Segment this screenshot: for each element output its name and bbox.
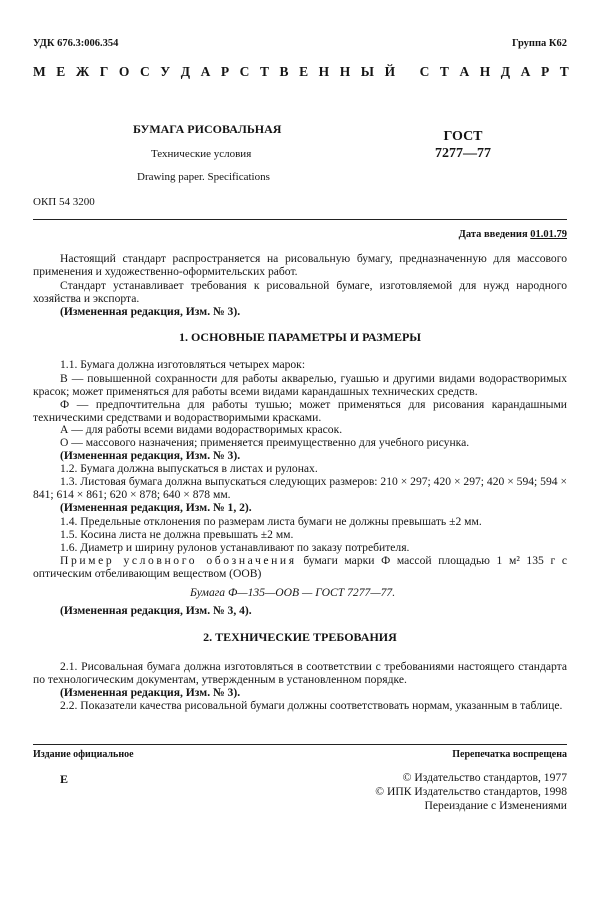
copyright-1998: © ИПК Издательство стандартов, 1998	[375, 785, 567, 798]
banner-letter: У	[160, 64, 171, 79]
banner-letter: Й	[384, 64, 396, 79]
banner-letter: Е	[299, 64, 309, 79]
clause-2-1: 2.1. Рисовальная бумага должна изготовляться в соответствии с требованиями настоящего стандарта по технологическим документам, утвержденным в установленном порядке.	[33, 660, 567, 687]
document-title: БУМАГА РИСОВАЛЬНАЯ	[133, 122, 282, 136]
official-edition-label: Издание официальное	[33, 749, 134, 760]
banner-letter: Д	[180, 64, 191, 79]
banner-letter: Н	[318, 64, 330, 79]
banner-letter: Ж	[75, 64, 90, 79]
effective-date-label: Дата введения	[458, 229, 528, 240]
designation-example-text: бумаги марки Ф массой площадью 1 м² 135 г с оптическим отбеливающим веществом (ООВ)	[33, 554, 567, 581]
clause-2-2: 2.2. Показатели качества рисовальной бумаги должны соответствовать нормам, указанным в таблице.	[60, 699, 563, 712]
designation-example	[33, 554, 567, 580]
banner-letter: Н	[339, 64, 351, 79]
clause-1-5: 1.5. Косина листа не должна превышать ±2 мм.	[60, 528, 294, 541]
banner-letter: А	[520, 64, 531, 79]
banner-letter: Т	[439, 64, 449, 79]
clause-1-6: 1.6. Диаметр и ширину рулонов устанавливают по заказу потребителя.	[60, 541, 410, 554]
clause-1-3-amendment-note: (Измененная редакция, Изм. № 1, 2).	[60, 501, 252, 514]
gost-number: 7277—77	[435, 146, 491, 161]
reissue-note: Переиздание с Изменениями	[424, 799, 567, 812]
clause-1-3: 1.3. Листовая бумага должна выпускаться следующих размеров: 210 × 297; 420 × 297; 420 × 594; 594 × 841; 614 × 861; 620 × 878; 640 × 878 мм.	[33, 475, 567, 502]
mark-f-description: Ф — предпочтительна для работы тушью; может применяться для рисования карандашными техническими средствами и водорастворимыми красками.	[33, 398, 567, 425]
english-title: Drawing paper. Specifications	[137, 171, 270, 183]
effective-date-value: 01.01.79	[530, 229, 567, 240]
title-divider	[33, 219, 567, 220]
udk-code: УДК 676.3:006.354	[33, 38, 119, 49]
designation-example-code: Бумага Ф—135—ООВ — ГОСТ 7277—77.	[190, 586, 396, 599]
banner-space	[406, 64, 409, 80]
mark-o-description: О — массового назначения; применяется преимущественно для учебного рисунка.	[60, 436, 470, 449]
mark-a-description: А — для работы всеми видами водорастворимых красок.	[60, 423, 343, 436]
banner-letter: Д	[500, 64, 511, 79]
banner-letter: Т	[259, 64, 269, 79]
group-code: Группа К62	[511, 38, 567, 49]
designation-example-label: Пример условного обозначения	[60, 554, 297, 567]
standard-type-banner	[33, 64, 569, 80]
effective-date	[459, 229, 567, 240]
intro-paragraph-1: Настоящий стандарт распространяется на рисовальную бумагу, предназначенную для массового применения и художественно-оформительских работ.	[33, 252, 567, 279]
banner-letter: Т	[559, 64, 569, 79]
copyright-1977: © Издательство стандартов, 1977	[402, 771, 567, 784]
banner-letter: А	[459, 64, 470, 79]
intro-amendment-note: (Измененная редакция, Изм. № 3).	[60, 305, 241, 318]
banner-letter: Р	[220, 64, 230, 79]
banner-letter: Н	[479, 64, 491, 79]
okp-code: ОКП 54 3200	[33, 196, 95, 208]
intro-paragraph-2: Стандарт устанавливает требования к рисовальной бумаге, изготовляемой для нужд народного хозяйства и экспорта.	[33, 279, 567, 306]
clause-1-2: 1.2. Бумага должна выпускаться в листах и рулонах.	[60, 462, 318, 475]
banner-letter: С	[139, 64, 150, 79]
designation-amendment-note: (Измененная редакция, Изм. № 3, 4).	[60, 604, 252, 617]
mark-v-description: В — повышенной сохранности для работы акварелью, гуашью и другими видами водорастворимых красок; может применяться для работы всеми видами карандашных технических средств.	[33, 372, 567, 399]
section-1-heading: 1. ОСНОВНЫЕ ПАРАМЕТРЫ И РАЗМЕРЫ	[178, 330, 422, 344]
footer-divider	[33, 744, 567, 745]
clause-1-1: 1.1. Бумага должна изготовляться четырех марок:	[60, 358, 306, 371]
gost-label: ГОСТ	[443, 129, 483, 144]
banner-letter: О	[118, 64, 130, 79]
clause-1-1-amendment-note: (Измененная редакция, Изм. № 3).	[60, 449, 241, 462]
banner-letter: Ы	[360, 64, 375, 79]
edition-letter: Е	[60, 772, 69, 786]
banner-letter: Г	[99, 64, 109, 79]
banner-letter: Е	[56, 64, 66, 79]
reprint-prohibited-label: Перепечатка воспрещена	[452, 749, 567, 760]
section-2-heading: 2. ТЕХНИЧЕСКИЕ ТРЕБОВАНИЯ	[203, 630, 397, 644]
banner-letter: М	[33, 64, 46, 79]
banner-letter: А	[200, 64, 211, 79]
clause-2-1-amendment-note: (Измененная редакция, Изм. № 3).	[60, 686, 241, 699]
banner-letter: С	[419, 64, 430, 79]
clause-1-4: 1.4. Предельные отклонения по размерам листа бумаги не должны превышать ±2 мм.	[60, 515, 482, 528]
banner-letter: С	[239, 64, 250, 79]
banner-letter: В	[279, 64, 289, 79]
document-subtitle: Технические условия	[151, 148, 252, 160]
banner-letter: Р	[540, 64, 550, 79]
